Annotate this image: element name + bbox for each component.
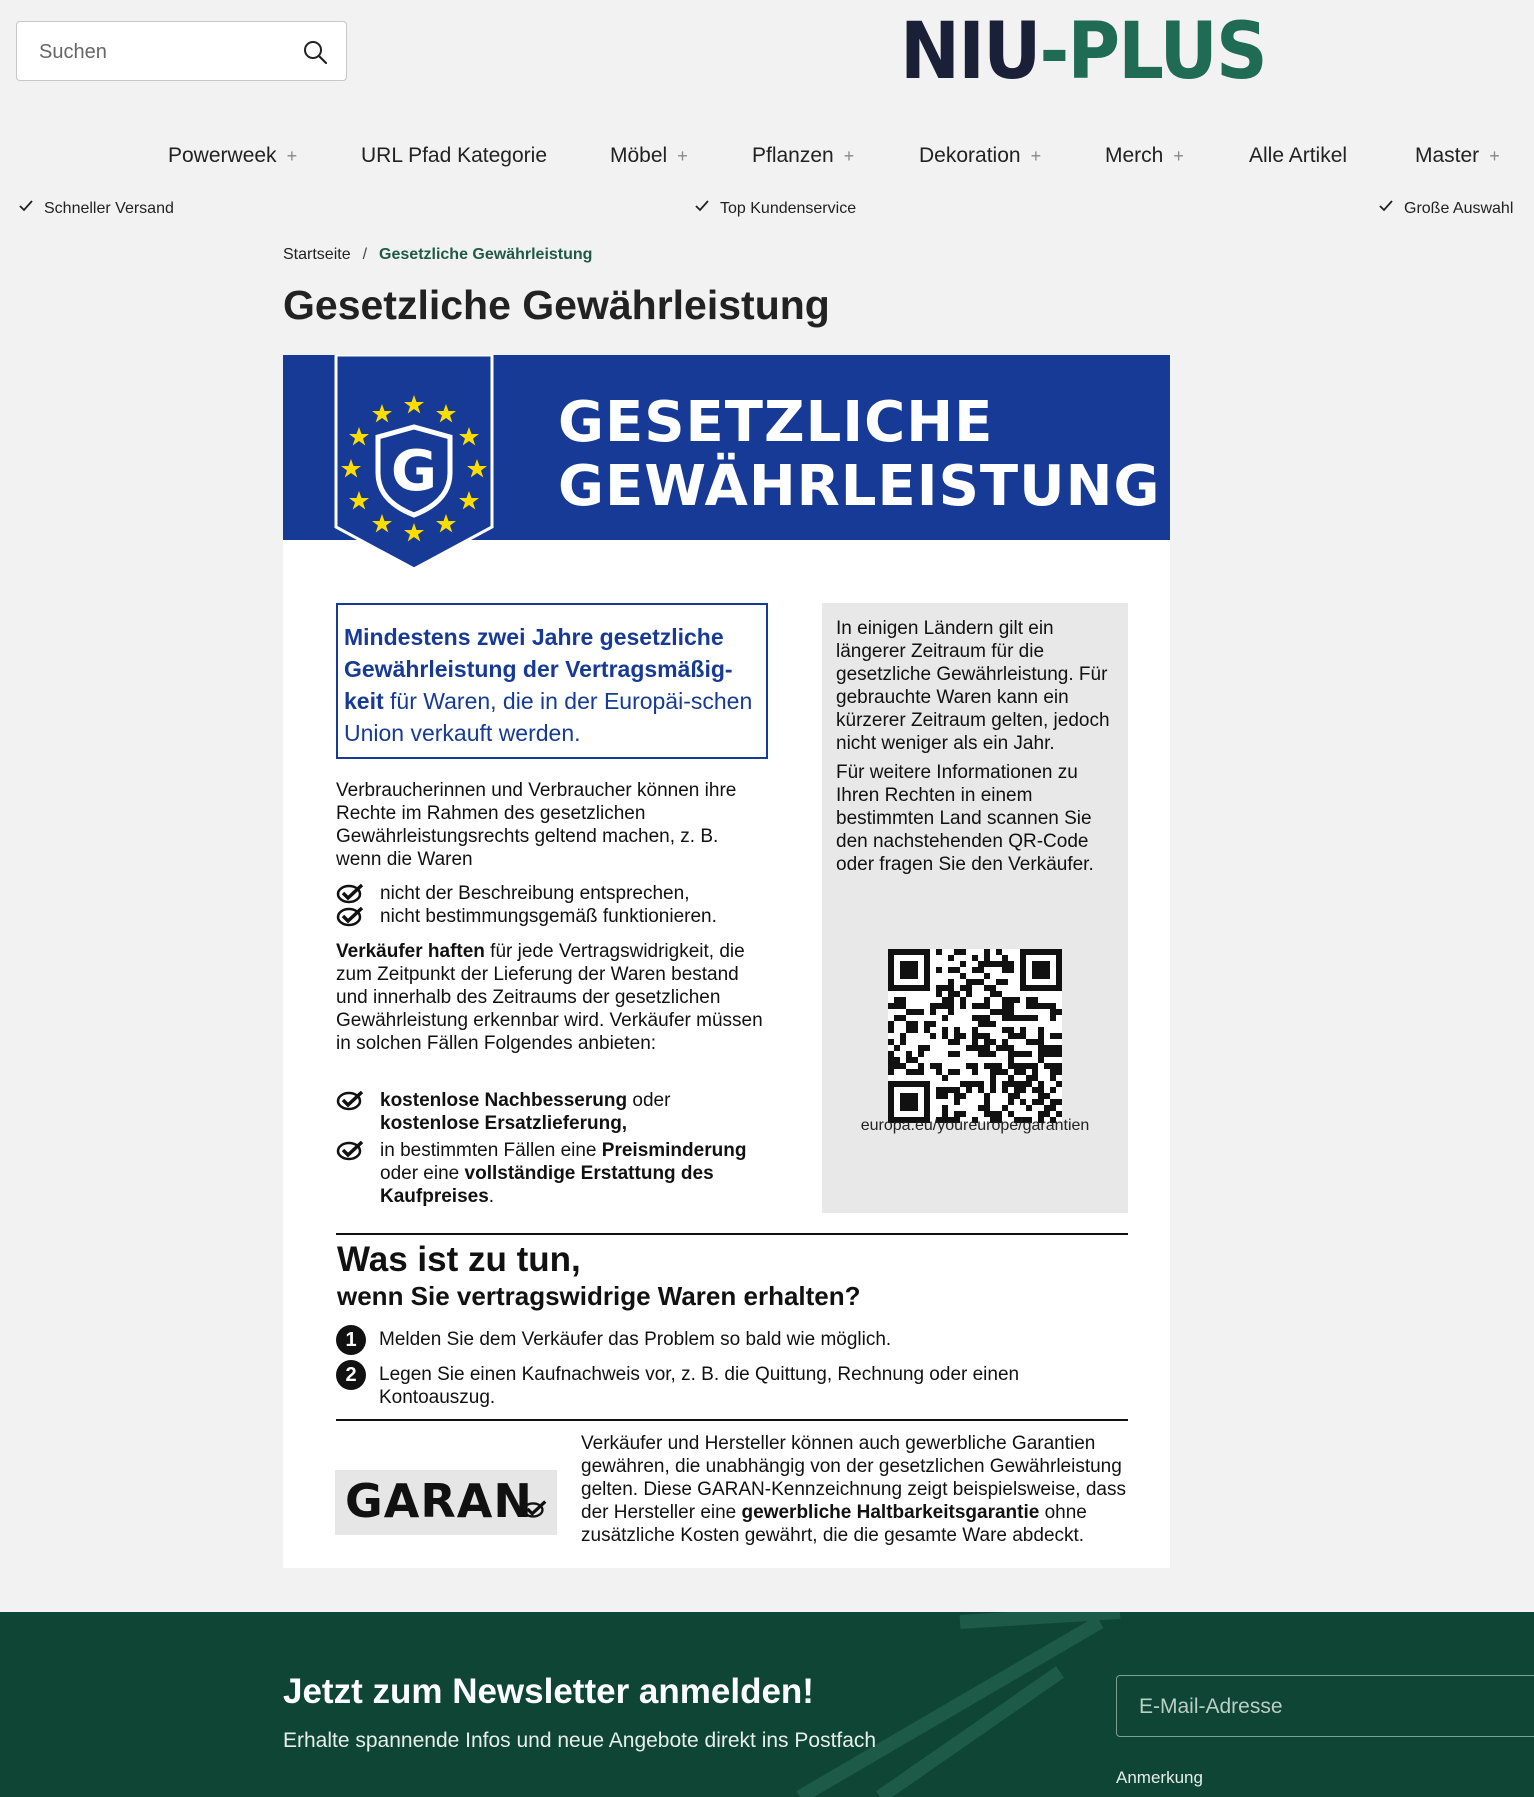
seller-bold: Verkäufer haften <box>336 941 485 962</box>
nav-item-label: Dekoration <box>919 144 1021 167</box>
bullet-item <box>380 882 760 905</box>
main-navigation <box>0 144 1534 174</box>
nav-item-pflanzen[interactable] <box>752 144 854 174</box>
nav-item-alle-artikel[interactable] <box>1249 144 1347 174</box>
step-text: Legen Sie einen Kaufnachweis vor, z. B. die Quittung, Rechnung oder einen Kontoauszug. <box>379 1364 1020 1408</box>
warranty-highlight-box <box>336 603 768 759</box>
remedy-text: oder eine <box>380 1163 465 1184</box>
intro-bold: Mindestens zwei Jahre gesetzliche Gewährleistung der Vertragsmäßig-keit <box>344 624 733 714</box>
nav-item-label: Merch <box>1105 144 1164 167</box>
plus-icon: + <box>286 146 298 166</box>
breadcrumb <box>283 246 592 264</box>
usp-label: Große Auswahl <box>1404 200 1514 217</box>
search-box[interactable] <box>16 21 347 81</box>
usp-label: Top Kundenservice <box>720 200 857 217</box>
page-title: Gesetzliche Gewährleistung <box>283 282 830 328</box>
nav-item-label: Master <box>1415 144 1480 167</box>
plus-icon: + <box>1173 146 1184 166</box>
nav-item-powerweek[interactable] <box>168 144 297 174</box>
garan-text <box>581 1432 1141 1547</box>
bullet-text: nicht der Beschreibung entsprechen, <box>380 883 690 904</box>
logo-part-plus: -PLUS <box>1039 7 1266 97</box>
bullet-item <box>380 905 760 928</box>
breadcrumb-separator: / <box>362 246 368 263</box>
plus-icon: + <box>1030 146 1042 166</box>
nav-item-label: Powerweek <box>168 144 277 167</box>
plus-icon: + <box>1489 146 1500 166</box>
remedy-bold: vollständige Erstattung des Kaufpreises <box>380 1163 714 1207</box>
nav-item-label: URL Pfad Kategorie <box>361 144 547 167</box>
shield-letter: G <box>391 439 437 504</box>
seller-text <box>336 940 766 1055</box>
nav-item-moebel[interactable] <box>610 144 688 174</box>
warranty-poster <box>283 355 1170 1568</box>
remedy-bold: kostenlose Nachbesserung <box>380 1090 628 1111</box>
todo-subtitle: wenn Sie vertragswidrige Waren erhalten? <box>337 1281 861 1311</box>
nav-item-label: Alle Artikel <box>1249 144 1348 167</box>
search-icon[interactable] <box>302 39 328 65</box>
email-field-box[interactable] <box>1116 1675 1534 1737</box>
nav-item-label: Pflanzen <box>752 144 834 167</box>
check-icon <box>336 905 366 927</box>
banner-title <box>558 391 1160 519</box>
check-icon <box>336 882 366 904</box>
plus-icon: + <box>677 146 688 166</box>
plus-icon: + <box>843 146 855 166</box>
site-logo[interactable] <box>900 8 1266 96</box>
newsletter-title: Jetzt zum Newsletter anmelden! <box>283 1672 814 1711</box>
step-number: 2 <box>336 1360 366 1390</box>
nav-item-merch[interactable] <box>1105 144 1184 174</box>
info-text-countries: In einigen Ländern gilt ein längerer Zeitraum für die gesetzliche Gewährleistung. Für gebrauchte Waren kann ein kürzerer Zeitraum gelten, jedoch nicht weniger als ein Jahr. <box>836 618 1110 754</box>
remedy-bold: kostenlose Ersatzlieferung, <box>380 1113 628 1134</box>
usp-item <box>18 199 174 221</box>
check-icon <box>336 1139 366 1161</box>
info-side-box <box>822 603 1128 1213</box>
garan-bold: gewerbliche Haltbarkeitsgarantie <box>741 1502 1040 1523</box>
remedy-bold: Preisminderung <box>601 1140 747 1161</box>
garan-text-b: ohne zusätzliche Kosten gewährt, die die gesamte Ware abdeckt. <box>581 1502 1087 1546</box>
todo-title: Was ist zu tun, <box>337 1240 581 1279</box>
divider <box>336 1419 1128 1421</box>
nav-item-dekoration[interactable] <box>919 144 1041 174</box>
breadcrumb-current: Gesetzliche Gewährleistung <box>379 246 593 263</box>
garan-label-box <box>335 1470 557 1535</box>
remedy-text: in bestimmten Fällen eine <box>380 1140 602 1161</box>
step-number: 1 <box>336 1325 366 1355</box>
note-label: Anmerkung <box>1116 1768 1203 1787</box>
consumer-text: Verbraucherinnen und Verbraucher können ihre Rechte im Rahmen des gesetzlichen Gewährleistungsrechts geltend machen, z. B. wenn die Waren <box>336 780 737 870</box>
check-icon <box>521 1498 549 1520</box>
breadcrumb-home[interactable]: Startseite <box>283 246 351 263</box>
remedy-text: . <box>488 1186 495 1207</box>
intro-rest: für Waren, die in der Europäi-schen Union verkauft werden. <box>344 688 753 746</box>
banner-title-line1: GESETZLICHE <box>558 390 994 455</box>
nav-item-master[interactable] <box>1415 144 1500 174</box>
newsletter-subtitle: Erhalte spannende Infos und neue Angebote direkt ins Postfach <box>283 1729 877 1752</box>
check-icon <box>694 199 710 213</box>
eu-shield-icon <box>333 355 495 571</box>
check-icon <box>336 1089 366 1111</box>
remedy-item <box>380 1089 760 1135</box>
divider <box>336 1233 1128 1235</box>
nav-item-label: Möbel <box>610 144 668 167</box>
banner-title-line2: GEWÄHRLEISTUNG <box>558 454 1161 519</box>
garan-text-a: Verkäufer und Hersteller können auch gewerbliche Garantien gewähren, die unabhängig von der gesetzlichen Gewährleistung gelten. Diese GARAN-Kennzeichnung zeigt beispielsweise, dass der Hersteller eine <box>581 1433 1126 1523</box>
check-icon <box>18 199 34 213</box>
email-field[interactable] <box>1137 1676 1521 1738</box>
usp-item <box>694 199 856 221</box>
remedy-item <box>380 1139 770 1208</box>
logo-part-niu: NIU <box>900 7 1040 97</box>
usp-label: Schneller Versand <box>44 200 174 217</box>
search-input[interactable] <box>37 22 291 82</box>
qr-url: europa.eu/youreurope/garantien <box>860 1117 1090 1134</box>
newsletter-footer <box>0 1612 1534 1797</box>
check-icon <box>1378 199 1394 213</box>
bullet-text: nicht bestimmungsgemäß funktionieren. <box>380 906 717 927</box>
step-text: Melden Sie dem Verkäufer das Problem so bald wie möglich. <box>379 1329 892 1350</box>
seller-rest: für jede Vertragswidrigkeit, die zum Zeitpunkt der Lieferung der Waren bestand und innerhalb des Zeitraums der gesetzlichen Gewährleistung erkennbar wird. Verkäufer müssen in solchen Fällen Folgendes anbieten: <box>336 941 763 1054</box>
nav-item-url-pfad-kategorie[interactable] <box>361 144 547 174</box>
usp-item <box>1378 199 1513 221</box>
info-text-qr: Für weitere Informationen zu Ihren Rechten in einem bestimmten Land scannen Sie den nachstehenden QR-Code oder fragen Sie den Verkäufer. <box>836 762 1094 875</box>
remedy-text: oder <box>627 1090 671 1111</box>
garan-label: GARAN <box>345 1474 533 1528</box>
qr-code[interactable] <box>888 949 1062 1123</box>
